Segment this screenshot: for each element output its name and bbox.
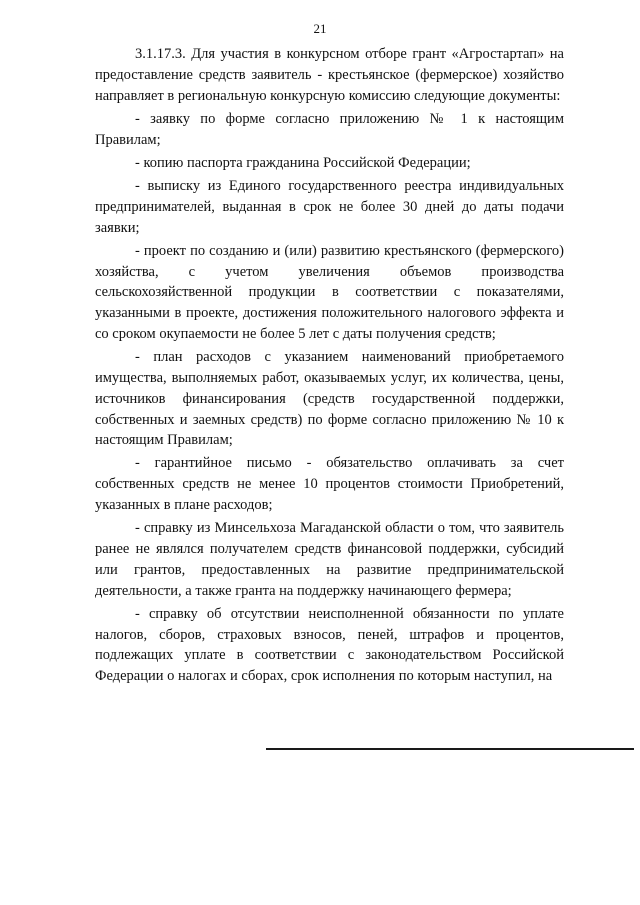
list-item-registry-extract: - выписку из Единого государственного реестра индивидуальных предпринимателей, выданная в срок не более 30 дней до даты подачи заявки; [95,177,564,236]
list-item-ministry-certificate: - справку из Минсельхоза Магаданской области о том, что заявитель ранее не являлся получателем средств финансовой поддержки, субсидий или грантов, предоставленных на развитие предпринимательской деятельности, а также гранта на поддержку начинающего фермера; [95,520,564,599]
list-item-tax-certificate: - справку об отсутствии неисполненной обязанности по уплате налогов, сборов, страховых взносов, пеней, штрафов и процентов, подлежащих уплате в соответствии с законодательством Российской Федерации о налогах и сборах, срок исполнения по которым наступил, на [95,605,564,685]
list-item-application: - заявку по форме согласно приложению № 1 к настоящим Правилам; [95,110,564,148]
list-item-project: - проект по созданию и (или) развитию крестьянского (фермерского) хозяйства, с учетом увеличения объемов производства сельскохозяйственной продукции в соответствии с показателями, указанными в проекте, достижения положительного налогового эффекта и со сроком окупаемости не более 5 лет с даты получения средств; [95,242,564,342]
page-number: 21 [313,21,327,36]
list-item-passport: - копию паспорта гражданина Российской Федерации; [135,154,471,171]
section-heading-paragraph: 3.1.17.3. Для участия в конкурсном отборе грант «Агростартап» на предоставление средств заявитель - крестьянское (фермерское) хозяйство направляет в региональную конкурсную комиссию следующие документы: [95,46,564,104]
footer-divider [266,748,634,750]
list-item-expense-plan: - план расходов с указанием наименований приобретаемого имущества, выполняемых работ, оказываемых услуг, их количества, цены, источников финансирования (средств государственной поддержки, собственных и заемных средств) по форме согласно приложению № 10 к настоящим Правилам; [95,349,564,449]
document-body [95,44,564,689]
list-item-guarantee-letter: - гарантийное письмо - обязательство оплачивать за счет собственных средств не менее 10 процентов стоимости Приобретений, указанных в плане расходов; [95,455,564,514]
